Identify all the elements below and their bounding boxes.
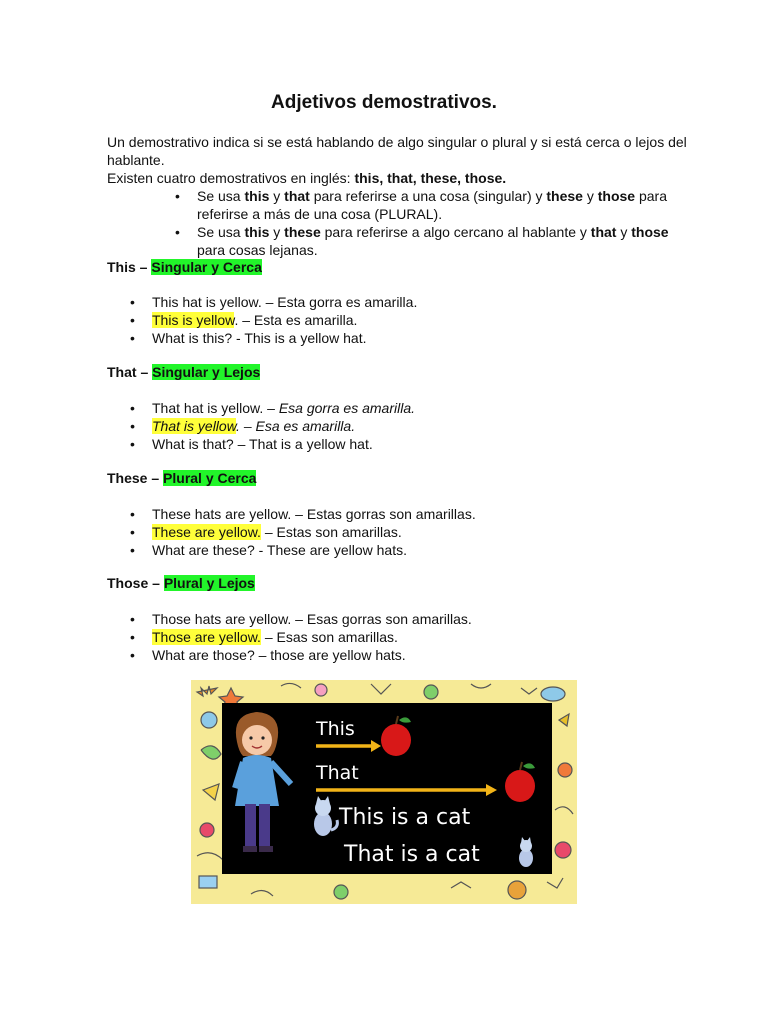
- section-tag: Plural y Lejos: [163, 575, 255, 591]
- list-item: • What is this? - This is a yellow hat.: [152, 329, 417, 347]
- page-title: Adjetivos demostrativos.: [271, 92, 497, 113]
- example-list-these: [152, 505, 476, 559]
- list-item: • This is yellow. – Esta es amarilla.: [152, 311, 417, 329]
- highlighted-phrase: Those are yellow.: [152, 629, 261, 645]
- list-item: • Those hats are yellow. – Esas gorras son amarillas.: [152, 610, 472, 628]
- highlighted-phrase: These are yellow.: [152, 524, 261, 540]
- demonstratives-illustration: [191, 680, 577, 904]
- highlighted-phrase: That is yellow: [152, 418, 237, 434]
- intro-line-2-text: Existen cuatro demostrativos en inglés:: [107, 170, 355, 186]
- illustration-svg: [191, 680, 577, 904]
- section-tag: Singular y Lejos: [152, 364, 261, 380]
- sentence-that-is-a-cat: That is a cat: [344, 842, 480, 867]
- intro-bullet-1: • Se usa this y that para referirse a una cosa (singular) y these y those para referirse a más de una cosa (PLURAL).: [197, 187, 687, 223]
- example-list-those: [152, 610, 472, 664]
- section-heading-this: This – Singular y Cerca: [107, 259, 262, 275]
- list-item: • What is that? – That is a yellow hat.: [152, 435, 415, 453]
- highlighted-phrase: This is yellow: [152, 312, 235, 328]
- list-item: • What are these? - These are yellow hats.: [152, 541, 476, 559]
- example-list-this: [152, 293, 417, 347]
- section-heading-that: That – Singular y Lejos: [107, 364, 261, 380]
- label-that: That: [316, 762, 359, 784]
- intro-line-1: Un demostrativo indica si se está hablando de algo singular o plural y si está cerca o lejos del hablante.: [107, 134, 687, 168]
- intro-line-2: [107, 169, 687, 187]
- section-tag: Plural y Cerca: [163, 470, 257, 486]
- intro-bullets: [107, 187, 687, 259]
- section-heading-those: Those – Plural y Lejos: [107, 575, 255, 591]
- list-item: • That is yellow. – Esa es amarilla.: [152, 417, 415, 435]
- sentence-this-is-a-cat: This is a cat: [339, 805, 471, 830]
- section-tag: Singular y Cerca: [151, 259, 262, 275]
- section-heading-these: These – Plural y Cerca: [107, 470, 257, 486]
- list-item: • This hat is yellow. – Esta gorra es amarilla.: [152, 293, 417, 311]
- list-item: • These are yellow. – Estas son amarillas.: [152, 523, 476, 541]
- example-list-that: [152, 399, 415, 453]
- list-item: • These hats are yellow. – Estas gorras son amarillas.: [152, 505, 476, 523]
- intro-line-2-bold: this, that, these, those.: [354, 170, 507, 186]
- list-item: • Those are yellow. – Esas son amarillas.: [152, 628, 472, 646]
- intro-block: [107, 133, 687, 259]
- list-item: • That hat is yellow. – Esa gorra es amarilla.: [152, 399, 415, 417]
- label-this: This: [316, 718, 355, 740]
- intro-bullet-2: • Se usa this y these para referirse a algo cercano al hablante y that y those para cosas lejanas.: [197, 223, 687, 259]
- list-item: • What are those? – those are yellow hats.: [152, 646, 472, 664]
